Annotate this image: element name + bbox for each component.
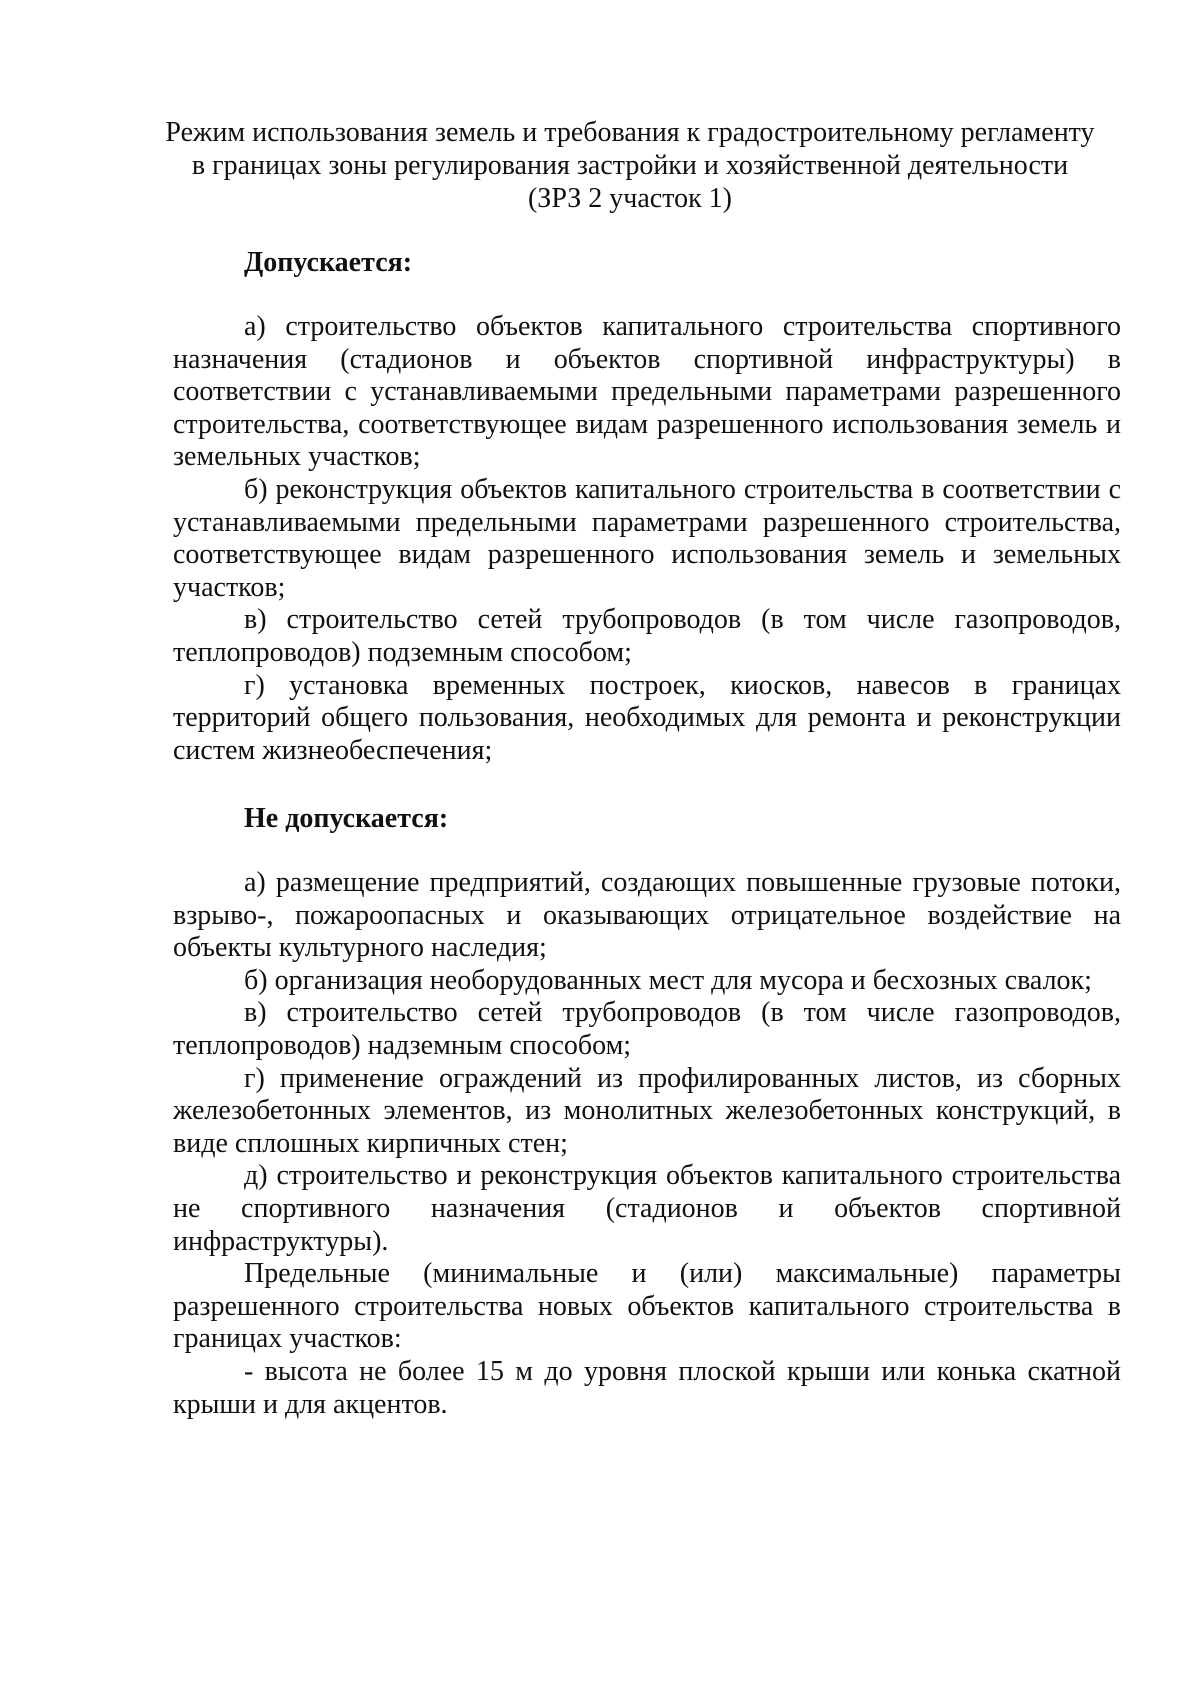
allowed-list [173, 311, 1121, 767]
allowed-item-v: в) строительство сетей трубопроводов (в том числе газопроводов, теплопроводов) подземным способом; [173, 604, 1121, 668]
document-title-line-2: в границах зоны регулирования застройки и хозяйственной деятельности [191, 150, 1069, 181]
forbidden-item-b: б) организация необорудованных мест для мусора и бесхозных свалок; [244, 964, 1092, 996]
allowed-item-g: г) установка временных построек, киосков, навесов в границах территорий общего пользования, необходимых для ремонта и реконструкции систем жизнеобеспечения; [173, 669, 1121, 766]
document-title-line-1: Режим использования земель и требования к градостроительному регламенту [165, 117, 1095, 148]
forbidden-list [173, 867, 1121, 1421]
forbidden-item-g: г) применение ограждений из профилированных листов, из сборных железобетонных элементов, из монолитных железобетонных конструкций, в виде сплошных кирпичных стен; [173, 1062, 1121, 1159]
allowed-heading: Допускается: [244, 247, 413, 278]
allowed-item-b: б) реконструкция объектов капитального строительства в соответствии с устанавливаемыми предельными параметрами разрешенного строительства, соответствующее видам разрешенного использования земель и земельных участков; [173, 473, 1121, 603]
allowed-item-a: а) строительство объектов капитального строительства спортивного назначения (стадионов и объектов спортивной инфраструктуры) в соответствии с устанавливаемыми предельными параметрами разрешенного строительства, соответствующее видам разрешенного использования земель и земельных участков; [173, 311, 1121, 473]
forbidden-item-d: д) строительство и реконструкция объектов капитального строительства не спортивного назначения (стадионов и объектов спортивной инфраструктуры). [173, 1160, 1121, 1257]
forbidden-heading: Не допускается: [244, 803, 449, 834]
parameter-height: - высота не более 15 м до уровня плоской крыши или конька скатной крыши и для акцентов. [173, 1355, 1121, 1420]
parameters-intro: Предельные (минимальные и (или) максимальные) параметры разрешенного строительства новых объектов капитального строительства в границах участков: [173, 1258, 1121, 1355]
forbidden-item-a: а) размещение предприятий, создающих повышенные грузовые потоки, взрыво-, пожароопасных и оказывающих отрицательное воздействие на объекты культурного наследия; [173, 867, 1121, 964]
forbidden-item-v: в) строительство сетей трубопроводов (в том числе газопроводов, теплопроводов) надземным способом; [173, 997, 1121, 1061]
document-title-line-3: (ЗРЗ 2 участок 1) [527, 183, 733, 214]
